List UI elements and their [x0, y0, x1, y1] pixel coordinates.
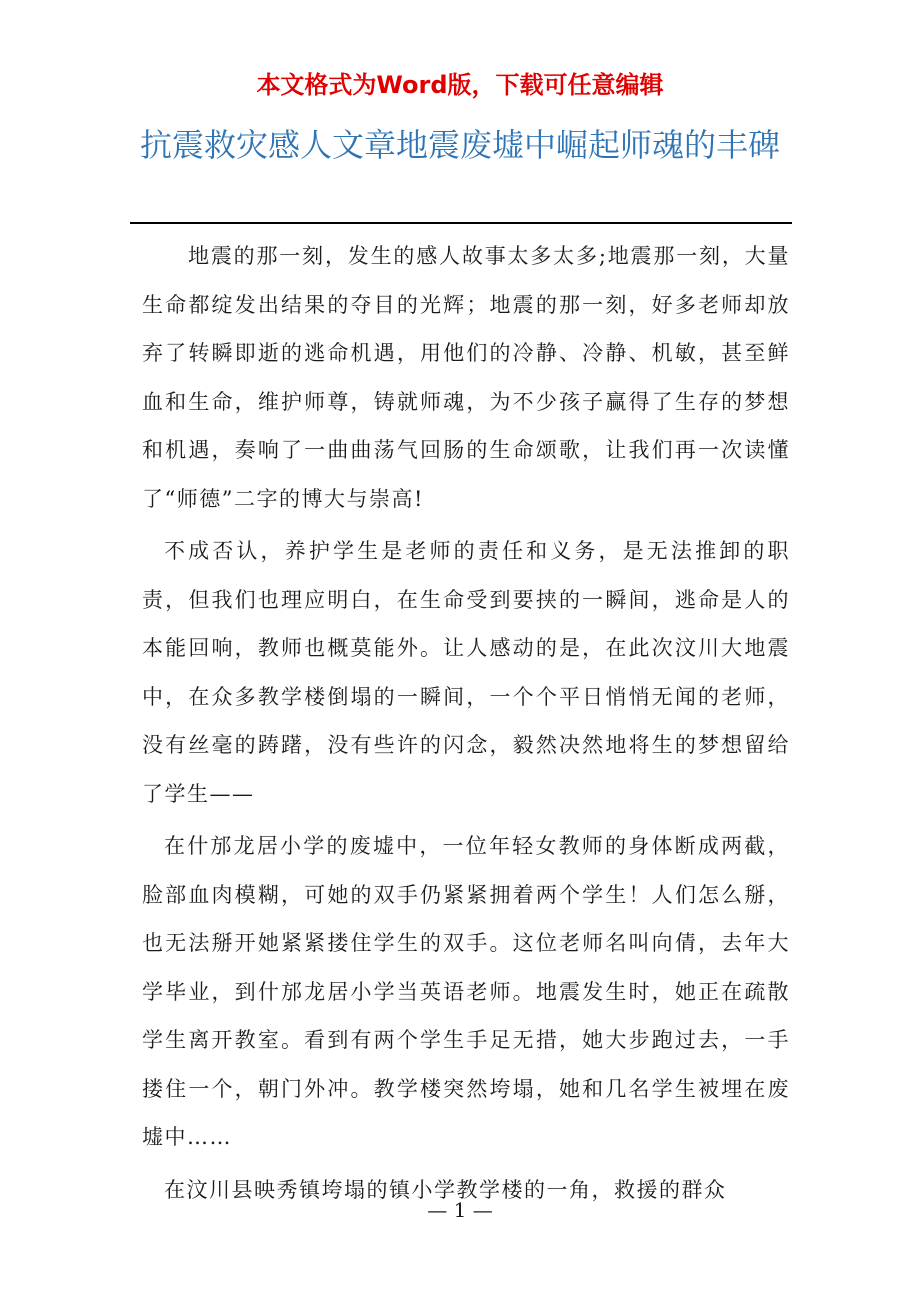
- document-title: 抗震救灾感人文章地震废墟中崛起师魂的丰碑: [139, 126, 780, 164]
- page-number: — 1 —: [427, 1198, 493, 1222]
- paragraph-1: 地震的那一刻，发生的感人故事太多太多;地震那一刻，大量生命都绽发出结果的夺目的光辉；地震的那一刻，好多老师却放弃了转瞬即逝的逃命机遇，用他们的冷静、冷静、机敏，甚至鲜血和生命，维护师尊，铸就师魂，为不少孩子赢得了生存的梦想和机遇，奏响了一曲曲荡气回肠的生命颂歌，让我们再一次读懂了“师德”二字的博大与崇高!: [142, 244, 790, 511]
- article-body: [142, 232, 790, 1218]
- paragraph-3: 在什邡龙居小学的废墟中，一位年轻女教师的身体断成两截，脸部血肉模糊，可她的双手仍紧紧拥着两个学生！人们怎么掰，也无法掰开她紧紧搂住学生的双手。这位老师名叫向倩，去年大学毕业，到什邡龙居小学当英语老师。地震发生时，她正在疏散学生离开教室。看到有两个学生手足无措，她大步跑过去，一手搂住一个，朝门外冲。教学楼突然垮塌，她和几名学生被埋在废墟中……: [142, 834, 790, 1149]
- paragraph-4: 在汶川县映秀镇垮塌的镇小学教学楼的一角，救援的群众: [164, 1177, 727, 1202]
- paragraph-2: 不成否认，养护学生是老师的责任和义务，是无法推卸的职责，但我们也理应明白，在生命受到要挟的一瞬间，逃命是人的本能回响，教师也概莫能外。让人感动的是，在此次汶川大地震中，在众多教学楼倒塌的一瞬间，一个个平日悄悄无闻的老师，没有丝毫的踌躇，没有些许的闪念，毅然决然地将生的梦想留给了学生——: [142, 539, 790, 806]
- title-divider: [130, 222, 792, 224]
- format-notice: 本文格式为Word版，下载可任意编辑: [256, 71, 664, 99]
